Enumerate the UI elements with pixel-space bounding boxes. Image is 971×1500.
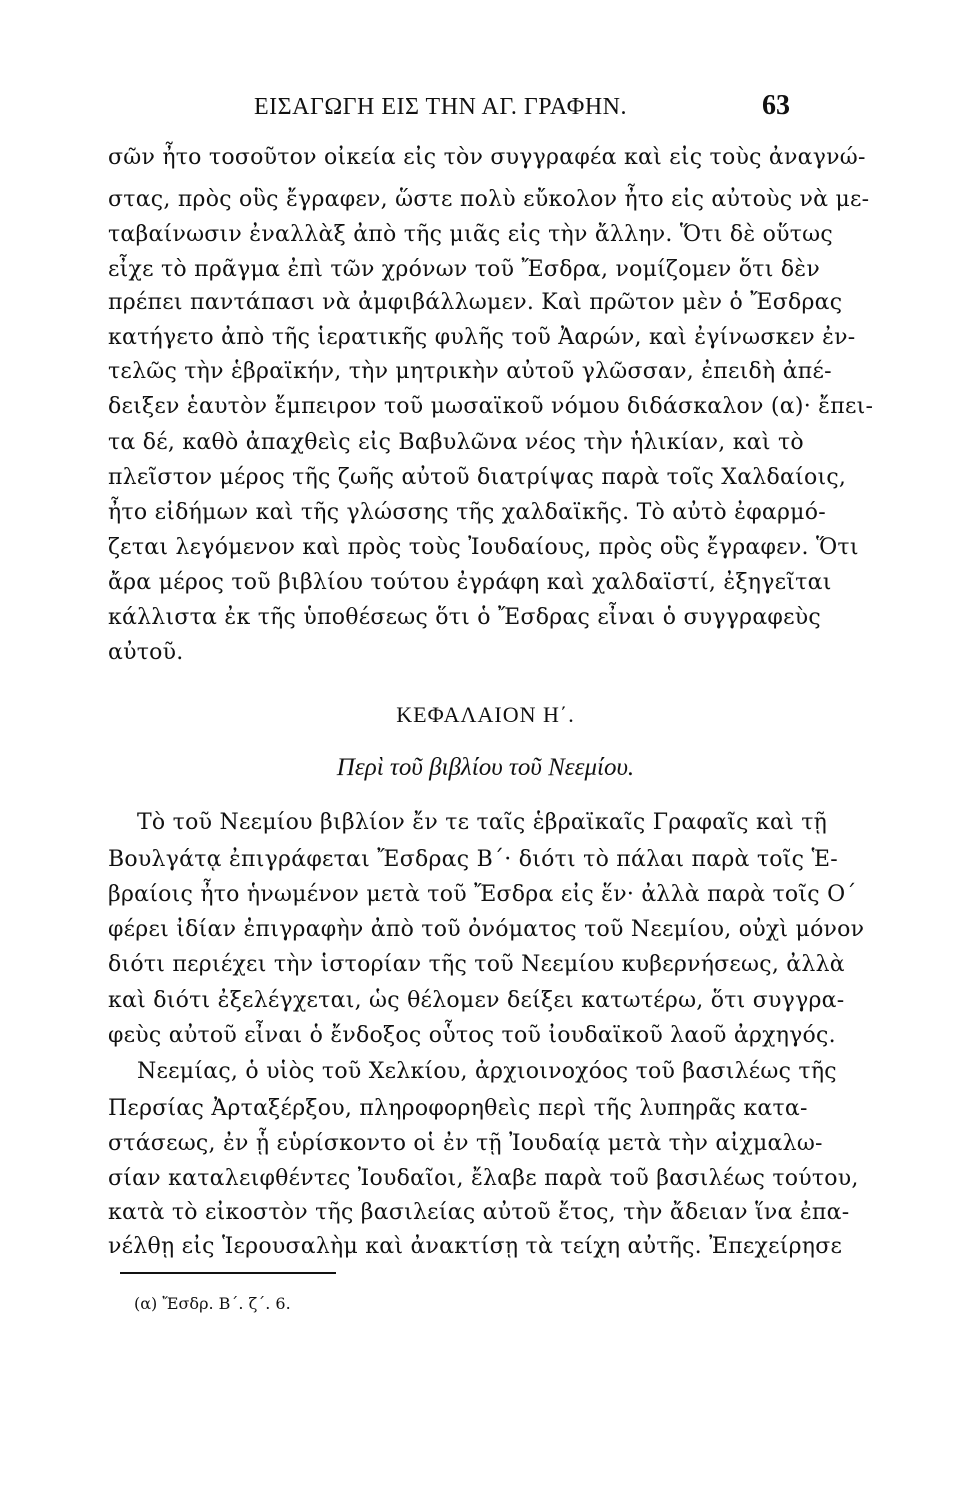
text-line: εἶχε τὸ πρᾶγμα ἐπὶ τῶν χρόνων τοῦ Ἔσδρα, νομίζομεν ὅτι δὲν [108, 257, 820, 282]
text-line: δειξεν ἑαυτὸν ἔμπειρον τοῦ μωσαϊκοῦ νόμου διδάσκαλον (α)· ἔπει- [108, 394, 874, 419]
running-head [108, 88, 790, 128]
page-number: 63 [762, 90, 790, 121]
text-line: πρέπει παντάπασι νὰ ἀμφιβάλλωμεν. Καὶ πρῶτον μὲν ὁ Ἔσδρας [108, 290, 843, 315]
text-line: διότι περιέχει τὴν ἱστορίαν τῆς τοῦ Νεεμίου κυβερνήσεως, ἀλλὰ [108, 952, 845, 977]
text-line: φέρει ἰδίαν ἐπιγραφὴν ἀπὸ τοῦ ὀνόματος τοῦ Νεεμίου, οὐχὶ μόνον [108, 917, 865, 942]
text-line: νέλθῃ εἰς Ἱερουσαλὴμ καὶ ἀνακτίσῃ τὰ τείχη αὐτῆς. Ἐπεχείρησε [108, 1234, 843, 1259]
footnote: (α) Ἔσδρ. Β΄. ζ΄. 6. [134, 1294, 291, 1313]
text-line: ζεται λεγόμενον καὶ πρὸς τοὺς Ἰουδαίους, πρὸς οὓς ἔγραφεν. Ὅτι [108, 535, 859, 560]
text-line: φεὺς αὐτοῦ εἶναι ὁ ἔνδοξος οὗτος τοῦ ἰουδαϊκοῦ λαοῦ ἀρχηγός. [108, 1023, 836, 1048]
footnote-rule [120, 1272, 336, 1274]
text-line: κατήγετο ἀπὸ τῆς ἱερατικῆς φυλῆς τοῦ Ἀαρών, καὶ ἐγίνωσκεν ἐν- [108, 325, 856, 350]
chapter-subtitle: Περὶ τοῦ βιβλίου τοῦ Νεεμίου. [336, 754, 635, 781]
text-line: τελῶς τὴν ἑβραϊκήν, τὴν μητρικὴν αὐτοῦ γλῶσσαν, ἐπειδὴ ἀπέ- [108, 359, 832, 384]
text-line: σίαν καταλειφθέντες Ἰουδαῖοι, ἔλαβε παρὰ τοῦ βασιλέως τούτου, [108, 1166, 859, 1191]
text-line: Περσίας Ἀρταξέρξου, πληροφορηθεὶς περὶ τῆς λυπηρᾶς κατα- [108, 1096, 808, 1121]
text-line: βραίοις ἦτο ἡνωμένον μετὰ τοῦ Ἔσδρα εἰς ἕν· ἀλλὰ παρὰ τοῖς Ο΄ [108, 882, 857, 907]
text-line: τα δέ, καθὸ ἀπαχθεὶς εἰς Βαβυλῶνα νέος τὴν ἡλικίαν, καὶ τὸ [108, 430, 804, 455]
text-line: στάσεως, ἐν ᾗ εὑρίσκοντο οἱ ἐν τῇ Ἰουδαίᾳ μετὰ τὴν αἰχμαλω- [108, 1131, 823, 1156]
text-line: ταβαίνωσιν ἐναλλὰξ ἀπὸ τῆς μιᾶς εἰς τὴν ἄλλην. Ὅτι δὲ οὕτως [108, 222, 833, 247]
text-line: στας, πρὸς οὓς ἔγραφεν, ὥστε πολὺ εὔκολον ἦτο εἰς αὐτοὺς νὰ με- [108, 187, 870, 212]
text-line: Τὸ τοῦ Νεεμίου βιβλίον ἔν τε ταῖς ἑβραϊκαῖς Γραφαῖς καὶ τῇ [137, 810, 828, 835]
text-line: Βουλγάτᾳ ἐπιγράφεται Ἔσδρας Β΄· διότι τὸ πάλαι παρὰ τοῖς Ἑ- [108, 847, 838, 872]
running-title: ΕΙΣΑΓΩΓΗ ΕΙΣ ΤΗΝ ΑΓ. ΓΡΑΦΗΝ. [254, 94, 627, 120]
chapter-heading: ΚΕΦΑΛΑΙΟΝ Η΄. [396, 702, 575, 727]
text-line: αὐτοῦ. [108, 640, 184, 665]
text-line: σῶν ἦτο τοσοῦτον οἰκεία εἰς τὸν συγγραφέα καὶ εἰς τοὺς ἀναγνώ- [108, 145, 866, 170]
text-line: πλεῖστον μέρος τῆς ζωῆς αὐτοῦ διατρίψας παρὰ τοῖς Χαλδαίοις, [108, 465, 847, 490]
text-line: ἄρα μέρος τοῦ βιβλίου τούτου ἐγράφη καὶ χαλδαϊστί, ἐξηγεῖται [108, 570, 832, 595]
text-line: κατὰ τὸ εἰκοστὸν τῆς βασιλείας αὐτοῦ ἔτος, τὴν ἄδειαν ἵνα ἐπα- [108, 1200, 850, 1225]
text-line: καὶ διότι ἐξελέγχεται, ὡς θέλομεν δείξει κατωτέρω, ὅτι συγγρα- [108, 988, 845, 1013]
text-line: κάλλιστα ἐκ τῆς ὑποθέσεως ὅτι ὁ Ἔσδρας εἶναι ὁ συγγραφεὺς [108, 605, 821, 630]
text-line: Νεεμίας, ὁ υἱὸς τοῦ Χελκίου, ἀρχιοινοχόος τοῦ βασιλέως τῆς [137, 1059, 837, 1084]
text-line: ἦτο εἰδήμων καὶ τῆς γλώσσης τῆς χαλδαϊκῆς. Τὸ αὐτὸ ἐφαρμό- [108, 500, 826, 525]
